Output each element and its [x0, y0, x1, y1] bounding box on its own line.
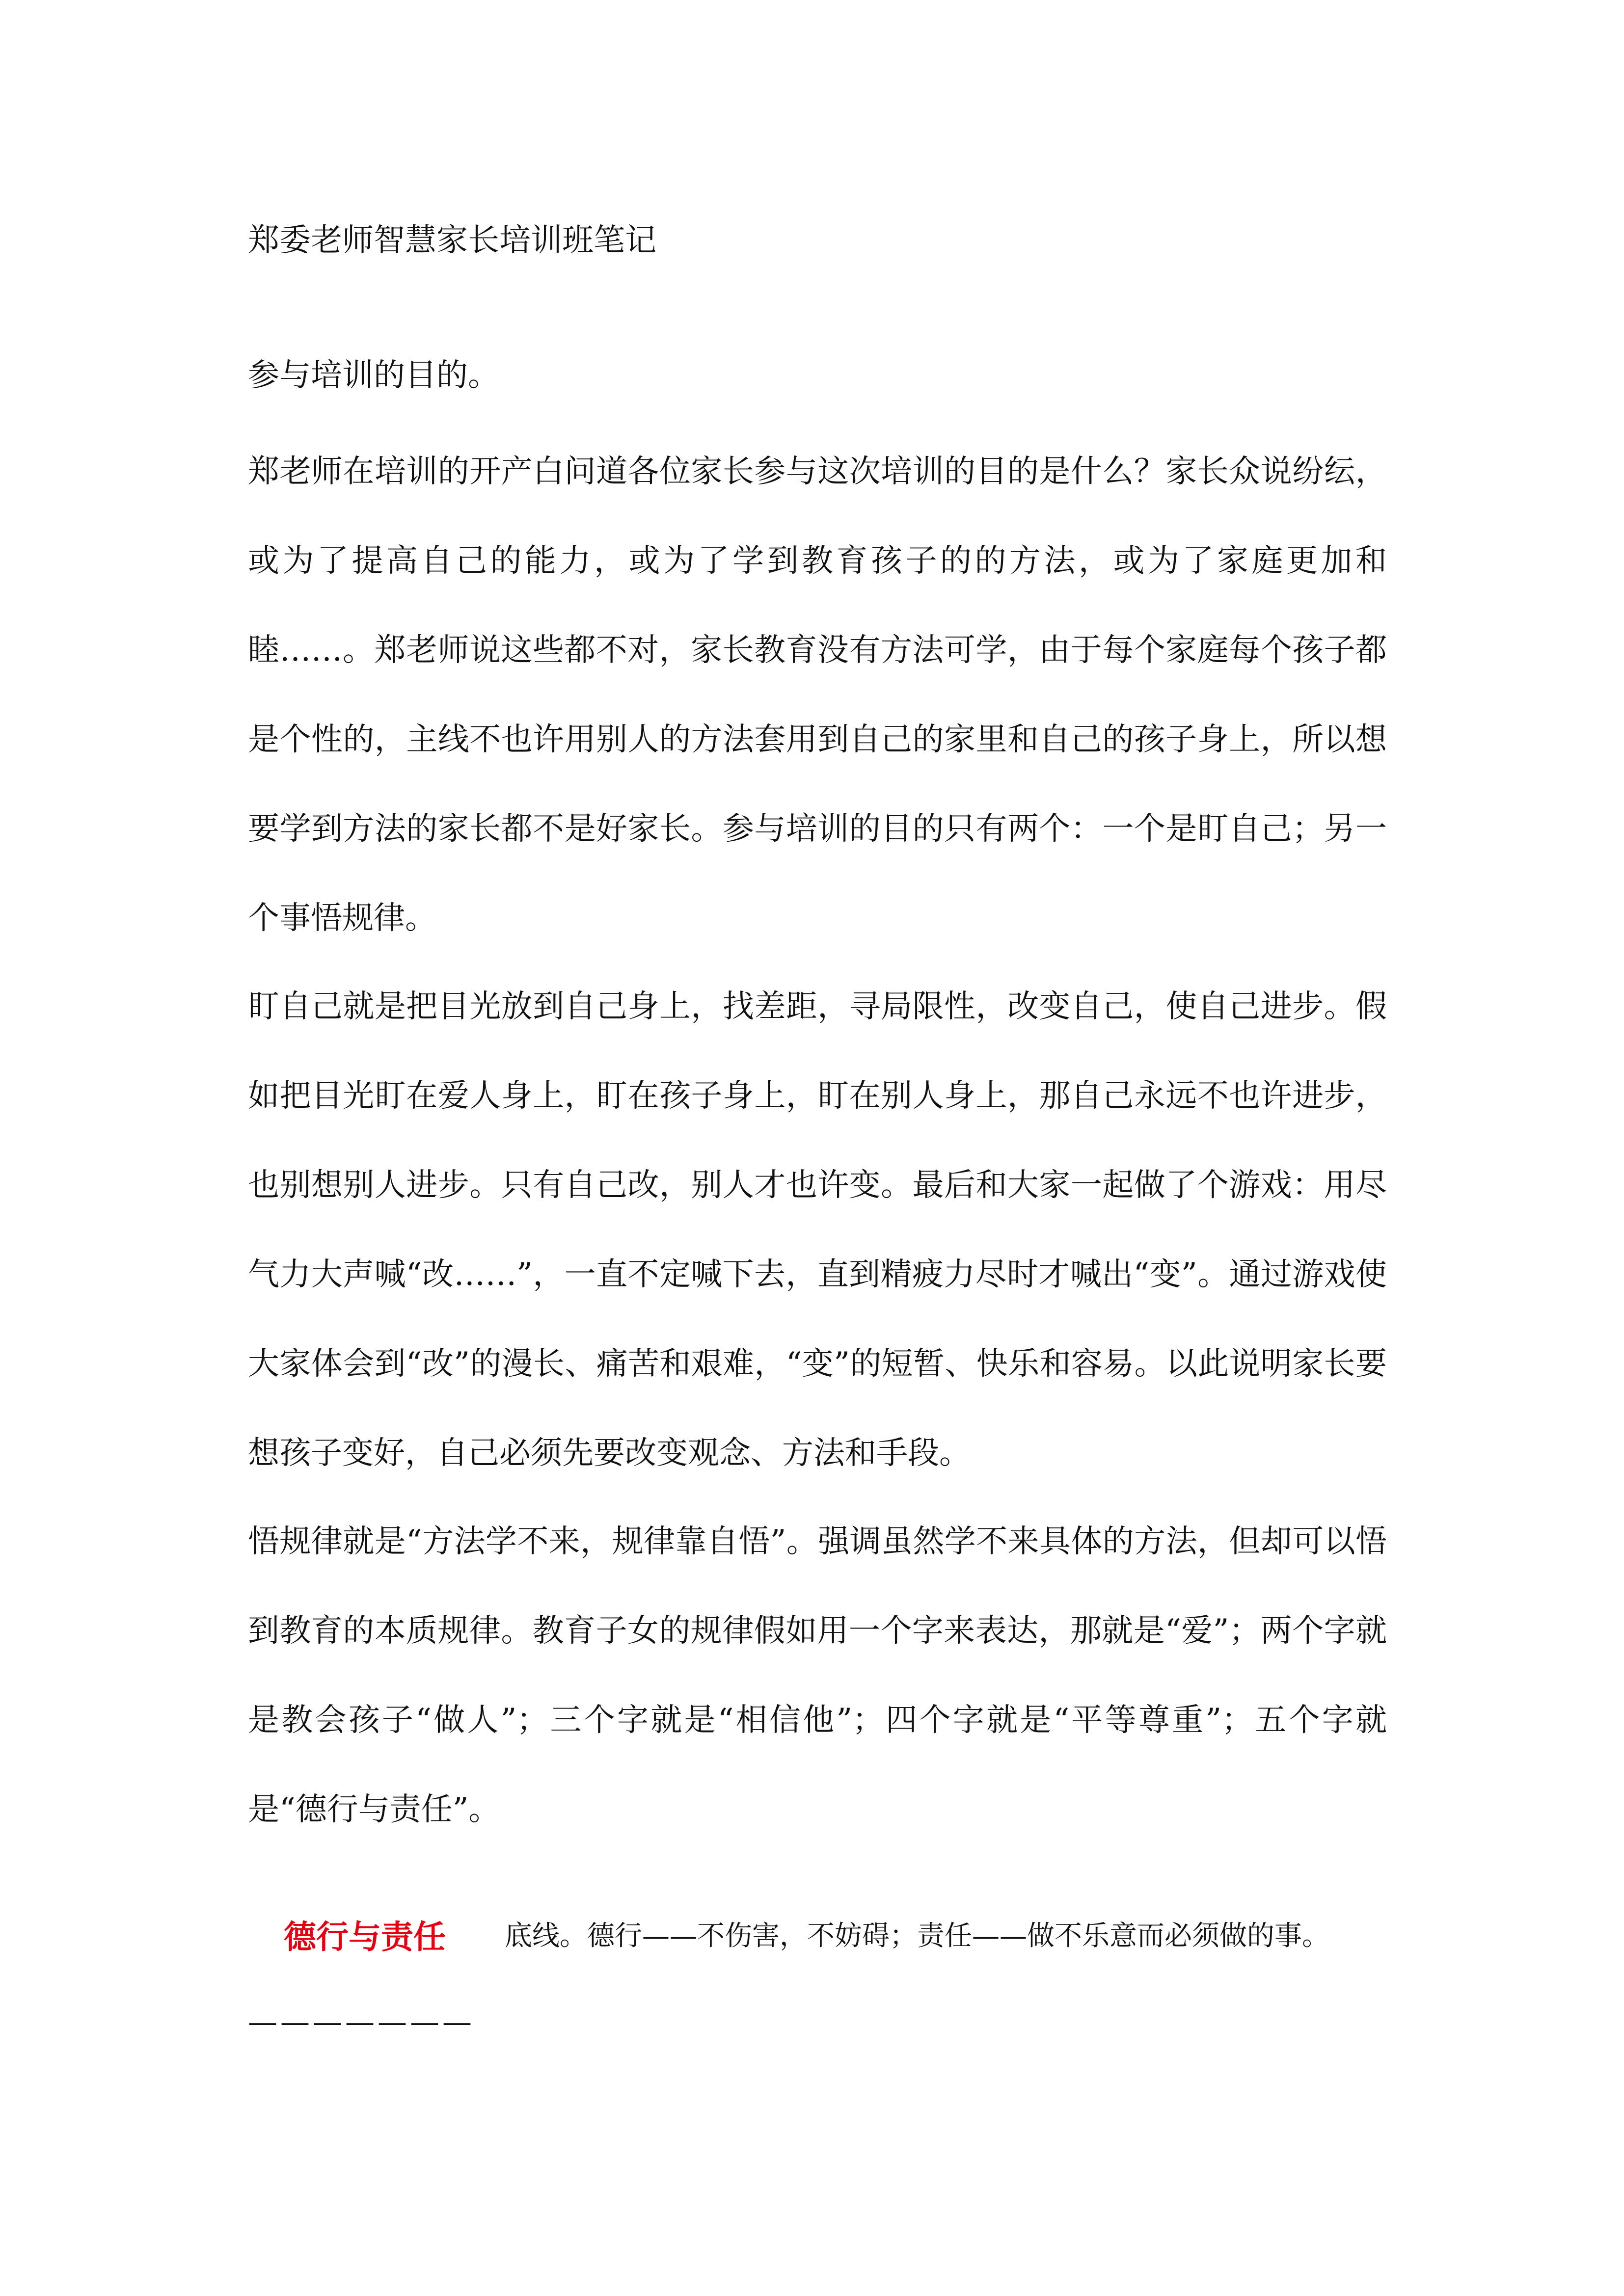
- document-title: 郑委老师智慧家长培训班笔记: [248, 222, 656, 259]
- highlight-row: [284, 1909, 1329, 1958]
- section-heading: 参与培训的目的。: [248, 357, 499, 394]
- paragraph-purpose: 郑老师在培训的开产白问道各位家长参与这次培训的目的是什么？家长众说纷纭，或为了提高自己的能力，或为了学到教育孩子的的方法，或为了家庭更加和睦……。郑老师说这些都不对，家长教育没有方法可学，由于每个家庭每个孩子都是个性的，主线不也许用别人的方法套用到自己的家里和自己的孩子身上，所以想要学到方法的家长都不是好家长。参与培训的目的只有两个：一个是盯自己；另一个事悟规律。: [248, 454, 1387, 936]
- highlight-label: 德行与责任: [284, 1917, 446, 1956]
- dash-separator: ———————: [248, 2005, 475, 2039]
- paragraph-watch-yourself: 盯自己就是把目光放到自己身上，找差距，寻局限性，改变自己，使自己进步。假如把目光盯在爱人身上，盯在孩子身上，盯在别人身上，那自己永远不也许进步，也别想别人进步。只有自己改，别人才也许变。最后和大家一起做了个游戏：用尽气力大声喊“改……”，一直不定喊下去，直到精疲力尽时才喊出“变”。通过游戏使大家体会到“改”的漫长、痛苦和艰难，“变”的短暂、快乐和容易。以此说明家长要想孩子变好，自己必须先要改变观念、方法和手段。: [248, 988, 1387, 1471]
- paragraph-learn-rules: 悟规律就是“方法学不来，规律靠自悟”。强调虽然学不来具体的方法，但却可以悟到教育的本质规律。教育子女的规律假如用一个字来表达，那就是“爱”；两个字就是教会孩子“做人”；三个字就是“相信他”；四个字就是“平等尊重”；五个字就是“德行与责任”。: [248, 1523, 1387, 1828]
- highlight-note: 底线。德行——不伤害，不妨碍；责任——做不乐意而必须做的事。: [505, 1920, 1329, 1952]
